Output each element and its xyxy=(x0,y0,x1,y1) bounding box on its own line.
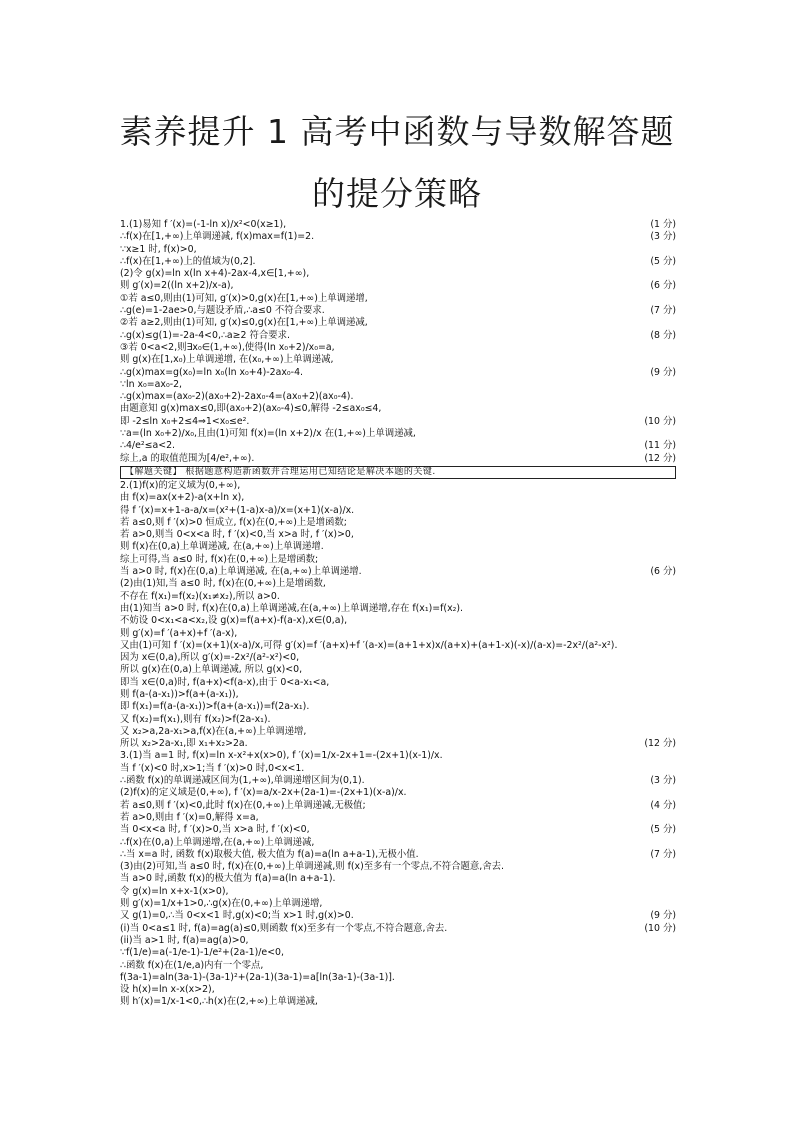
solution-line-text: f(3a-1)=aln(3a-1)-(3a-1)²+(2a-1)(3a-1)=a[ln(3a-1)-(3a-1)]. xyxy=(120,971,395,983)
solution-line-text: 当 a>0 时, f(x)在(0,a)上单调递减, 在(a,+∞)上单调递增. xyxy=(120,566,362,578)
score-label: (5 分) xyxy=(650,255,676,267)
solution-line-text: ∵a=(ln x₀+2)/x₀,且由(1)可知 f(x)=(ln x+2)/x 在(1,+∞)上单调递减, xyxy=(120,428,416,440)
solution-line-text: 所以 x₂>2a-x₁,即 x₁+x₂>2a. xyxy=(120,738,248,750)
solution-line-text: (ii)当 a>1 时, f(a)=ag(a)>0, xyxy=(120,934,249,946)
solution-line-text: (2)由(1)知,当 a≤0 时, f(x)在(0,+∞)上是增函数, xyxy=(120,578,326,590)
solution-line xyxy=(120,996,676,1008)
solution-line-text: 则 f(a-(a-x₁))>f(a+(a-x₁)), xyxy=(120,688,239,700)
solution-line-text: (2)令 g(x)=ln x(ln x+4)-2ax-4,x∈[1,+∞), xyxy=(120,268,310,280)
solution-line-text: ∴f(x)在[1,+∞)上单调递减, f(x)max=f(1)=2. xyxy=(120,231,315,243)
solution-line xyxy=(120,886,676,898)
solution-line-text: 2.(1)f(x)的定义域为(0,+∞), xyxy=(120,479,241,491)
solution-line-text: 又由(1)可知 f ′(x)=(x+1)(x-a)/x,可得 g′(x)=f ′(a+x)+f ′(a-x)=(a+1+x)x/(a+x)+(a+1-x)(-x)/(a-x)=-2x²/(a²-x²). xyxy=(120,639,618,651)
solution-line xyxy=(120,677,676,689)
solution-line xyxy=(120,898,676,910)
solution-line-text: ②若 a≥2,则由(1)可知, g′(x)≤0,g(x)在[1,+∞)上单调递减, xyxy=(120,317,368,329)
solution-line xyxy=(120,960,676,972)
solution-line xyxy=(120,701,676,713)
solution-line xyxy=(120,824,676,836)
solution-line-text: 由题意知 g(x)max≤0,即(ax₀+2)(ax₀-4)≤0,解得 -2≤ax₀≤4, xyxy=(120,403,382,415)
solution-line xyxy=(120,529,676,541)
solution-line-text: 3.(1)当 a=1 时, f(x)=ln x-x²+x(x>0), f ′(x)=1/x-2x+1=-(2x+1)(x-1)/x. xyxy=(120,750,443,762)
solution-line xyxy=(120,837,676,849)
solution-line-text: 令 g(x)=ln x+x-1(x>0), xyxy=(120,885,229,897)
solution-line-text: ∵f(1/e)=a(-1/e-1)-1/e²+(2a-1)/e<0, xyxy=(120,947,284,959)
score-label: (12 分) xyxy=(644,452,676,464)
solution-line-text: 又 x₂>a,2a-x₁>a,f(x)在(a,+∞)上单调递增, xyxy=(120,725,307,737)
score-label: (4 分) xyxy=(650,799,676,811)
solution-line-text: 若 a>0,则由 f ′(x)=0,解得 x=a, xyxy=(120,811,259,823)
solution-line xyxy=(120,231,676,243)
solution-line xyxy=(120,714,676,726)
solution-line xyxy=(120,505,676,517)
solution-line xyxy=(120,428,676,440)
solution-body xyxy=(120,219,676,1009)
score-label: (6 分) xyxy=(650,280,676,292)
solution-line-text: 不妨设 0<x₁<a<x₂,设 g(x)=f(a+x)-f(a-x),x∈(0,a), xyxy=(120,615,348,627)
solution-line xyxy=(120,480,676,492)
solution-line xyxy=(120,541,676,553)
key-point-box xyxy=(120,466,676,479)
solution-line-text: ∴g(x)≤g(1)=-2a-4<0,∴a≥2 符合要求. xyxy=(120,329,290,341)
solution-line xyxy=(120,379,676,391)
solution-line xyxy=(120,947,676,959)
solution-line xyxy=(120,305,676,317)
solution-line xyxy=(120,615,676,627)
page-title-line1: 素养提升 1 高考中函数与导数解答题 xyxy=(119,112,675,151)
solution-line-text: ∴当 x=a 时, 函数 f(x)取极大值, 极大值为 f(a)=a(ln a+a-1),无极小值. xyxy=(120,848,419,860)
solution-line-text: 则 g′(x)=2((ln x+2)/x-a), xyxy=(120,280,234,292)
solution-line xyxy=(120,603,676,615)
solution-line-text: 综上可得,当 a≤0 时, f(x)在(0,+∞)上是增函数; xyxy=(120,553,319,565)
solution-line xyxy=(120,354,676,366)
solution-line-text: (i)当 0<a≤1 时, f(a)=ag(a)≤0,则函数 f(x)至多有一个零点,不符合题意,舍去. xyxy=(120,922,448,934)
solution-line xyxy=(120,219,676,231)
score-label: (7 分) xyxy=(650,848,676,860)
solution-line xyxy=(120,652,676,664)
solution-line-text: ∴f(x)在(0,a)上单调递增,在(a,+∞)上单调递减, xyxy=(120,836,315,848)
solution-line-text: 则 h′(x)=1/x-1<0,∴h(x)在(2,+∞)上单调递减, xyxy=(120,996,318,1008)
score-label: (3 分) xyxy=(650,775,676,787)
solution-line-text: 即 f(x₁)=f(a-(a-x₁))>f(a+(a-x₁))=f(2a-x₁). xyxy=(120,701,310,713)
solution-line-text: ∴f(x)在[1,+∞)上的值域为(0,2]. xyxy=(120,255,256,267)
solution-line xyxy=(120,403,676,415)
solution-line-text: ①若 a≤0,则由(1)可知, g′(x)>0,g(x)在[1,+∞)上单调递增, xyxy=(120,292,368,304)
solution-line xyxy=(120,923,676,935)
solution-line xyxy=(120,256,676,268)
solution-line xyxy=(120,591,676,603)
solution-line xyxy=(120,517,676,529)
solution-line-text: 1.(1)易知 f ′(x)=(-1-ln x)/x²<0(x≥1), xyxy=(120,219,287,230)
score-label: (10 分) xyxy=(644,922,676,934)
solution-line xyxy=(120,984,676,996)
score-label: (3 分) xyxy=(650,231,676,243)
solution-line-text: 若 a≤0,则 f ′(x)<0,此时 f(x)在(0,+∞)上单调递减,无极值; xyxy=(120,799,366,811)
score-label: (10 分) xyxy=(644,415,676,427)
solution-line xyxy=(120,566,676,578)
score-label: (5 分) xyxy=(650,824,676,836)
solution-line xyxy=(120,775,676,787)
solution-line-text: ∴g(x)max=g(x₀)=ln x₀(ln x₀+4)-2ax₀-4. xyxy=(120,366,304,378)
solution-line xyxy=(120,689,676,701)
solution-line-text: 即当 x∈(0,a)时, f(a+x)<f(a-x),由于 0<a-x₁<a, xyxy=(120,676,330,688)
solution-line xyxy=(120,849,676,861)
solution-line-text: 得 f ′(x)=x+1-a-a/x=(x²+(1-a)x-a)/x=(x+1)(x-a)/x. xyxy=(120,504,355,516)
solution-line-text: 因为 x∈(0,a),所以 g′(x)=-2x²/(a²-x²)<0, xyxy=(120,652,300,664)
score-label: (6 分) xyxy=(650,566,676,578)
score-label: (11 分) xyxy=(644,440,676,452)
solution-line xyxy=(120,492,676,504)
page-title-line2: 的提分策略 xyxy=(312,174,482,213)
solution-line-text: 若 a>0,则当 0<x<a 时, f ′(x)<0,当 x>a 时, f ′(x)>0, xyxy=(120,529,354,541)
solution-line xyxy=(120,873,676,885)
solution-line-text: ∴g(x)max=(ax₀-2)(ax₀+2)-2ax₀-4=(ax₀+2)(ax₀-4). xyxy=(120,391,354,403)
solution-line-text: 设 h(x)=ln x-x(x>2), xyxy=(120,984,215,996)
solution-line xyxy=(120,330,676,342)
solution-line xyxy=(120,317,676,329)
solution-line-text: ∵ln x₀=ax₀-2, xyxy=(120,378,183,390)
solution-line xyxy=(120,640,676,652)
solution-line xyxy=(120,726,676,738)
solution-line-text: ∴4/e²≤a<2. xyxy=(120,440,176,452)
score-label: (12 分) xyxy=(644,738,676,750)
solution-line xyxy=(120,972,676,984)
solution-line-text: 由 f(x)=ax(x+2)-a(x+ln x), xyxy=(120,492,245,504)
solution-line xyxy=(120,416,676,428)
solution-line xyxy=(120,800,676,812)
score-label: (9 分) xyxy=(650,910,676,922)
solution-line xyxy=(120,280,676,292)
solution-line-text: 又 f(x₂)=f(x₁),则有 f(x₂)>f(2a-x₁). xyxy=(120,713,271,725)
solution-line-text: 【解题关键】 根据题意构造新函数并合理运用已知结论是解决本题的关键. xyxy=(125,466,436,477)
solution-line-text: 则 g(x)在[1,x₀)上单调递增, 在(x₀,+∞)上单调递减, xyxy=(120,354,334,366)
solution-line-text: 综上,a 的取值范围为[4/e²,+∞). xyxy=(120,452,255,464)
solution-line-text: (3)由(2)可知,当 a≤0 时, f(x)在(0,+∞)上单调递减,则 f(x)至多有一个零点,不符合题意,舍去. xyxy=(120,861,504,873)
solution-line-text: 由(1)知当 a>0 时, f(x)在(0,a)上单调递减,在(a,+∞)上单调递增,存在 f(x₁)=f(x₂). xyxy=(120,602,464,614)
solution-line xyxy=(120,787,676,799)
score-label: (9 分) xyxy=(650,366,676,378)
solution-line-text: 则 g′(x)=1/x+1>0,∴g(x)在(0,+∞)上单调递增, xyxy=(120,898,323,910)
solution-line xyxy=(120,367,676,379)
solution-line xyxy=(120,244,676,256)
solution-line xyxy=(120,910,676,922)
solution-line-text: 所以 g(x)在(0,a)上单调递减, 所以 g(x)<0, xyxy=(120,664,303,676)
solution-line-text: ∵x≥1 时, f(x)>0, xyxy=(120,243,197,255)
solution-line xyxy=(120,440,676,452)
solution-line xyxy=(120,268,676,280)
solution-line xyxy=(120,750,676,762)
solution-line xyxy=(120,342,676,354)
solution-line xyxy=(120,935,676,947)
solution-line xyxy=(120,628,676,640)
solution-line-text: 即 -2≤ln x₀+2≤4⇒1<x₀≤e². xyxy=(120,415,250,427)
solution-line-text: 若 a≤0,则 f ′(x)>0 恒成立, f(x)在(0,+∞)上是增函数; xyxy=(120,516,347,528)
solution-line-text: ∴函数 f(x)的单调递减区间为(1,+∞),单调递增区间为(0,1). xyxy=(120,775,365,787)
solution-line-text: 当 f ′(x)<0 时,x>1;当 f ′(x)>0 时,0<x<1. xyxy=(120,762,305,774)
solution-line-text: 又 g(1)=0,∴当 0<x<1 时,g(x)<0;当 x>1 时,g(x)>0. xyxy=(120,910,354,922)
score-label: (7 分) xyxy=(650,305,676,317)
score-label: (8 分) xyxy=(650,329,676,341)
solution-line xyxy=(120,861,676,873)
solution-line xyxy=(120,554,676,566)
score-label: (1 分) xyxy=(650,219,676,230)
solution-line xyxy=(120,293,676,305)
solution-line-text: 不存在 f(x₁)=f(x₂)(x₁≠x₂),所以 a>0. xyxy=(120,590,280,602)
solution-line-text: (2)f(x)的定义域是(0,+∞), f ′(x)=a/x-2x+(2a-1)=-(2x+1)(x-a)/x. xyxy=(120,787,407,799)
solution-line-text: ∴函数 f(x)在(1/e,a)内有一个零点, xyxy=(120,959,264,971)
solution-line xyxy=(120,578,676,590)
solution-line-text: 当 0<x<a 时, f ′(x)>0,当 x>a 时, f ′(x)<0, xyxy=(120,824,310,836)
solution-line xyxy=(120,738,676,750)
solution-line-text: 则 f(x)在(0,a)上单调递减, 在(a,+∞)上单调递增. xyxy=(120,541,324,553)
solution-line-text: ∴g(e)=1-2ae>0,与题设矛盾,∴a≤0 不符合要求. xyxy=(120,305,325,317)
solution-line xyxy=(120,391,676,403)
solution-line xyxy=(120,453,676,465)
solution-line xyxy=(120,812,676,824)
solution-line-text: 当 a>0 时,函数 f(x)的极大值为 f(a)=a(ln a+a-1). xyxy=(120,873,336,885)
solution-line xyxy=(120,763,676,775)
solution-line xyxy=(120,664,676,676)
solution-line-text: ③若 0<a<2,则∃x₀∈(1,+∞),使得(ln x₀+2)/x₀=a, xyxy=(120,341,335,353)
solution-line-text: 则 g′(x)=f ′(a+x)+f ′(a-x), xyxy=(120,627,238,639)
